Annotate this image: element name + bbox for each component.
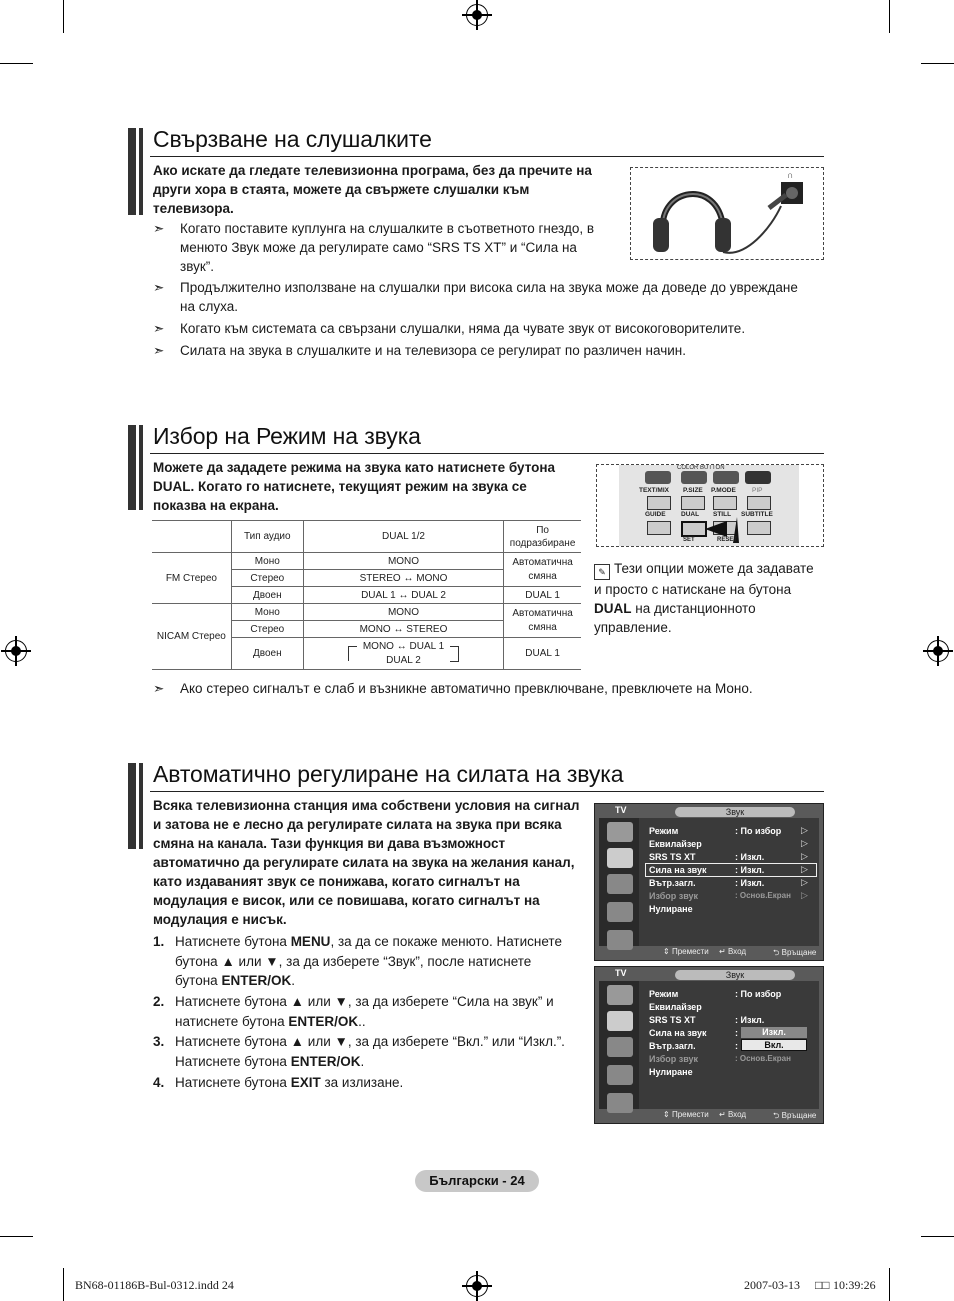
table-cell: Автоматична смяна [504, 553, 581, 587]
osd-row-value: : По избор [735, 989, 782, 999]
psize-button [681, 496, 705, 510]
table-group: FM Стерео [152, 553, 231, 604]
setup-icon [607, 902, 633, 922]
table-cell: STEREO ↔ MONO [303, 570, 503, 587]
page-number-badge: Български - 24 [415, 1170, 539, 1192]
osd-row-value: : Основ.Екран [735, 1054, 791, 1063]
section-rule [150, 156, 824, 157]
enter-hint: ↵ Вход [719, 947, 747, 956]
remote-label: PIP [752, 487, 763, 494]
table-cell: DUAL 1 [504, 587, 581, 604]
osd-sidebar [599, 818, 639, 946]
step-1: 1. Натиснете бутона MENU, за да се покаже менюто. Натиснете бутона ▲ или ▼, за да изберете “Звук”, после натиснете бутона ENTER/OK. [153, 934, 562, 988]
table-cell: Двоен [231, 587, 303, 604]
move-hint: ⇕ Премести [663, 947, 709, 956]
registration-mark-icon [5, 640, 27, 662]
arrow-right-icon: ▷ [801, 851, 808, 861]
osd-row-value: : [735, 1028, 738, 1038]
crop-mark [889, 1268, 890, 1301]
osd-row-label: Еквилайзер [649, 839, 702, 849]
remote-label: TEXT/MIX [639, 487, 669, 494]
osd-row-label: Нулиране [649, 1067, 693, 1077]
arrow-right-icon: ▷ [801, 890, 808, 900]
pip-button [747, 496, 771, 510]
footer-box: □□ [815, 1278, 830, 1292]
osd-row-value: : По избор [735, 826, 782, 836]
osd-row-label: Вътр.загл. [649, 1041, 696, 1051]
picture-icon [607, 822, 633, 842]
osd-row-label: Сила на звук [649, 865, 707, 875]
table-cell: MONO ↔ STEREO [303, 621, 503, 638]
osd-row-value: : Изкл. [735, 878, 765, 888]
headphones-note-4: ➣ Силата на звука в слушалките и на телевизора се регулират по различен начин. [153, 343, 686, 358]
crop-mark [0, 63, 33, 64]
registration-mark-icon [466, 1275, 488, 1297]
section-title-sound-mode: Избор на Режим на звука [153, 423, 421, 449]
cycle-bracket-icon [348, 646, 357, 661]
remote-set-label: SET [683, 537, 695, 543]
registration-mark-icon [466, 4, 488, 26]
arrow-right-icon: ▷ [801, 825, 808, 835]
section-title-headphones: Свързване на слушалките [153, 126, 432, 152]
arrow-note-icon: ➣ [153, 321, 165, 336]
table-header: DUAL 1/2 [303, 521, 503, 553]
move-hint: ⇕ Премести [663, 1110, 709, 1119]
headphones-illustration [630, 167, 824, 260]
return-hint: ⮌ Връщане [773, 1111, 817, 1120]
osd-row-label: Режим [649, 989, 679, 999]
arrow-note-icon: ➣ [153, 681, 165, 696]
arrow-right-icon: ▷ [801, 838, 808, 848]
headphones-intro: Ако искате да гледате телевизионна програма, без да пречите на други хора в стаята, можете да свържете слушалки към телевизора. [153, 163, 592, 216]
osd-option-on[interactable]: Вкл. [741, 1039, 807, 1051]
table-header: По подразбиране [504, 521, 581, 553]
headphones-icon [631, 168, 823, 259]
guide-button [647, 521, 671, 535]
osd-row-label: Режим [649, 826, 679, 836]
osd-row-label: Нулиране [649, 904, 693, 914]
section-rule [150, 791, 824, 792]
osd-row-label: SRS TS XT [649, 852, 696, 862]
table-cell: MONO ↔ DUAL 1 DUAL 2 [303, 638, 503, 670]
arrow-note-icon: ➣ [153, 343, 165, 358]
osd-footer [595, 1110, 823, 1122]
crop-mark [63, 0, 64, 33]
section-bar [128, 425, 143, 510]
step-2: 2. Натиснете бутона ▲ или ▼, за да изберете “Сила на звук” и натиснете бутона ENTER/OK.. [153, 994, 554, 1029]
footer-file: BN68-01186B-Bul-0312.indd 24 [75, 1278, 234, 1292]
arrow-right-icon: ▷ [801, 864, 808, 874]
sound-mode-table [152, 520, 581, 670]
crop-mark [889, 0, 890, 33]
crop-mark [0, 1236, 33, 1237]
arrow-note-icon: ➣ [153, 221, 165, 236]
headphones-note-3: ➣ Когато към системата са свързани слушалки, няма да чувате звук от високоговорителите. [153, 321, 746, 336]
table-header: Тип аудио [231, 521, 303, 553]
headphones-note-2: ➣ Продължително използване на слушалки при висока сила на звука може да доведе до увреждане на слуха. [153, 280, 798, 314]
step-3: 3. Натиснете бутона ▲ или ▼, за да изберете “Вкл.” или “Изкл.”. Натиснете бутона ENTER/OK. [153, 1034, 565, 1069]
remote-label: DUAL [681, 511, 700, 518]
osd-tv-label: TV [615, 805, 627, 815]
osd-sound-menu-options [594, 966, 824, 1124]
osd-row-value: : Изкл. [735, 852, 765, 862]
osd-row-label: SRS TS XT [649, 1015, 696, 1025]
table-header [152, 521, 231, 553]
footer-time: 10:39:26 [833, 1278, 876, 1292]
return-hint: ⮌ Връщане [773, 948, 817, 957]
remote-label: GUIDE [645, 511, 666, 518]
registration-mark-icon [927, 640, 949, 662]
osd-title: Звук [675, 970, 795, 980]
table-cell: MONO [303, 604, 503, 621]
table-cell: Двоен [231, 638, 303, 670]
table-cell: DUAL 1 ↔ DUAL 2 [303, 587, 503, 604]
crop-mark [921, 63, 954, 64]
section-bar [128, 763, 143, 849]
sound-icon [607, 1011, 633, 1031]
dual-side-note: ✎ Тези опции можете да задавате и просто с натискане на бутона DUAL на дистанционното управление. [594, 561, 814, 635]
osd-row-value: : Основ.Екран [735, 891, 791, 900]
osd-row-label: Вътр.загл. [649, 878, 696, 888]
osd-option-off[interactable]: Изкл. [741, 1027, 807, 1038]
remote-color-button-label: COLOR BUTTON [677, 465, 725, 471]
osd-footer [595, 947, 823, 959]
osd-row-label: Избор звук [649, 891, 699, 901]
table-group: NICAM Стерео [152, 604, 231, 670]
arrow-right-icon: ▷ [801, 877, 808, 887]
enter-hint: ↵ Вход [719, 1110, 747, 1119]
svg-text:∩: ∩ [787, 170, 794, 180]
table-cell: DUAL 1 [504, 638, 581, 670]
remote-label: STILL [713, 511, 732, 518]
osd-sidebar [599, 981, 639, 1109]
osd-row-value: : Изкл. [735, 1015, 765, 1025]
table-cell: Автоматична смяна [504, 604, 581, 638]
channel-icon [607, 874, 633, 894]
sound-mode-note: ➣ Ако стерео сигналът е слаб и възникне автоматично превключване, превключете на Моно. [153, 681, 753, 696]
remote-illustration [596, 464, 824, 547]
picture-icon [607, 985, 633, 1005]
osd-tv-label: TV [615, 968, 627, 978]
pmode-button [713, 496, 737, 510]
yellow-button [713, 471, 739, 484]
osd-row-label: Сила на звук [649, 1028, 707, 1038]
arrow-note-icon: ➣ [153, 280, 165, 295]
channel-icon [607, 1037, 633, 1057]
osd-row-label: Еквилайзер [649, 1002, 702, 1012]
table-cell: Моно [231, 553, 303, 570]
note-icon: ✎ [594, 564, 610, 580]
setup-icon [607, 1065, 633, 1085]
crop-mark [921, 1236, 954, 1237]
blue-button [745, 471, 771, 484]
section-bar [128, 128, 143, 215]
sound-icon [607, 848, 633, 868]
table-cell: Стерео [231, 570, 303, 587]
osd-sound-menu [594, 803, 824, 961]
osd-row-value: : Изкл. [735, 865, 765, 875]
crop-mark [63, 1268, 64, 1301]
remote-label: P.SIZE [683, 487, 703, 494]
cycle-bracket-icon [450, 646, 459, 662]
table-cell: Стерео [231, 621, 303, 638]
remote-label: SUBTITLE [741, 511, 773, 518]
red-button [645, 471, 671, 484]
section-rule [150, 453, 824, 454]
osd-title: Звук [675, 807, 795, 817]
section-title-auto-volume: Автоматично регулиране на силата на звука [153, 761, 624, 787]
table-cell: Моно [231, 604, 303, 621]
text-mix-button [647, 496, 671, 510]
remote-label: P.MODE [711, 487, 736, 494]
osd-row-label: Избор звук [649, 1054, 699, 1064]
green-button [681, 471, 707, 484]
step-4: 4. Натиснете бутона EXIT за излизане. [153, 1075, 404, 1090]
table-cell: MONO [303, 553, 503, 570]
auto-volume-intro: Всяка телевизионна станция има собствени условия на сигнал и затова не е лесно да регулирате силата на звука при всяка смяна на канала. Тази функция ви дава възможност автоматично да регулирате силата на звука на желания канал, като издаваният звук се понижава, когато сигналът на модулация е висок, или се повишава, когато сигналът на модулация е нисък. [153, 798, 580, 927]
osd-row-value: : [735, 1041, 738, 1051]
headphones-note-1: ➣ Когато поставите куплунга на слушалките в съответното гнездо, в менюто Звук може да регулирате само “SRS TS XT” и “Сила на звук”. [153, 221, 595, 274]
remote-reset-label: RESET [717, 537, 738, 543]
footer-date: 2007-03-13 [744, 1278, 800, 1292]
sound-mode-intro: Можете да зададете режима на звука като натиснете бутона DUAL. Когато го натиснете, текущият режим на звука се показва на екрана. [153, 460, 556, 513]
